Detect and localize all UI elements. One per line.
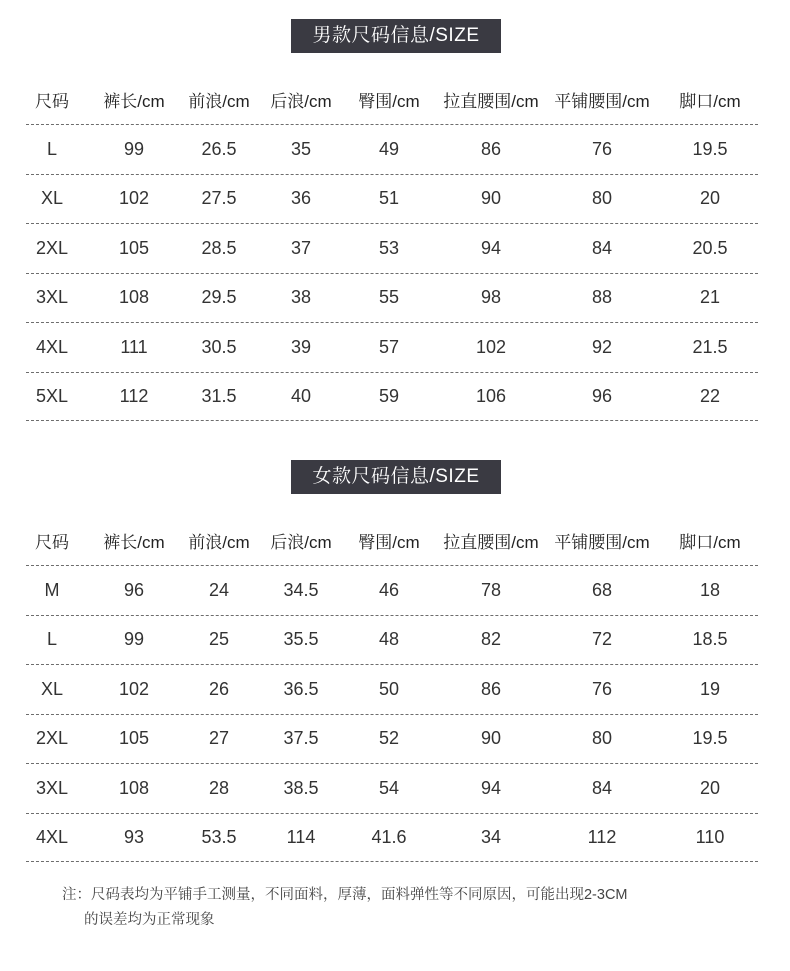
value-cell: 46 bbox=[378, 579, 400, 600]
value-cell: 53 bbox=[378, 237, 400, 258]
size-cell: 2XL bbox=[35, 728, 69, 749]
value-cell: 54 bbox=[378, 777, 400, 798]
value-cell: 72 bbox=[591, 629, 613, 650]
value-cell: 84 bbox=[591, 777, 613, 798]
value-cell: 105 bbox=[118, 237, 150, 258]
header-pants-length: 裤长/cm bbox=[103, 532, 165, 552]
table-row bbox=[26, 813, 758, 863]
table-row bbox=[26, 322, 758, 372]
value-cell: 99 bbox=[123, 629, 145, 650]
value-cell: 98 bbox=[480, 287, 502, 308]
women-size-table bbox=[26, 515, 758, 862]
table-row bbox=[26, 223, 758, 273]
value-cell: 68 bbox=[591, 579, 613, 600]
value-cell: 39 bbox=[290, 336, 312, 357]
value-cell: 19 bbox=[699, 678, 721, 699]
value-cell: 35.5 bbox=[283, 629, 319, 650]
value-cell: 36.5 bbox=[283, 678, 319, 699]
value-cell: 88 bbox=[591, 287, 613, 308]
measurement-note-continued: 的误差均为正常现象 bbox=[84, 912, 215, 928]
value-cell: 20 bbox=[699, 777, 721, 798]
value-cell: 90 bbox=[480, 728, 502, 749]
value-cell: 34 bbox=[480, 826, 502, 847]
value-cell: 36 bbox=[290, 188, 312, 209]
value-cell: 96 bbox=[123, 579, 145, 600]
size-cell: 2XL bbox=[35, 237, 69, 258]
value-cell: 27.5 bbox=[201, 188, 237, 209]
value-cell: 86 bbox=[480, 138, 502, 159]
header-back-rise: 后浪/cm bbox=[270, 532, 332, 552]
header-back-rise: 后浪/cm bbox=[270, 91, 332, 111]
table-row bbox=[26, 763, 758, 813]
value-cell: 108 bbox=[118, 777, 150, 798]
header-size: 尺码 bbox=[35, 91, 69, 111]
value-cell: 49 bbox=[378, 138, 400, 159]
value-cell: 20.5 bbox=[692, 237, 728, 258]
value-cell: 92 bbox=[591, 336, 613, 357]
table-row bbox=[26, 124, 758, 174]
value-cell: 106 bbox=[475, 385, 507, 406]
value-cell: 102 bbox=[475, 336, 507, 357]
value-cell: 37.5 bbox=[283, 728, 319, 749]
header-hip: 臀围/cm bbox=[358, 532, 420, 552]
table-row bbox=[26, 714, 758, 764]
size-cell: L bbox=[46, 138, 57, 159]
value-cell: 93 bbox=[123, 826, 145, 847]
value-cell: 24 bbox=[208, 579, 230, 600]
value-cell: 34.5 bbox=[283, 579, 319, 600]
value-cell: 27 bbox=[208, 728, 230, 749]
value-cell: 31.5 bbox=[201, 385, 237, 406]
value-cell: 20 bbox=[699, 188, 721, 209]
value-cell: 35 bbox=[290, 138, 312, 159]
value-cell: 28.5 bbox=[201, 237, 237, 258]
size-cell: XL bbox=[40, 188, 64, 209]
value-cell: 82 bbox=[480, 629, 502, 650]
value-cell: 19.5 bbox=[692, 138, 728, 159]
value-cell: 78 bbox=[480, 579, 502, 600]
table-row bbox=[26, 664, 758, 714]
value-cell: 94 bbox=[480, 237, 502, 258]
value-cell: 21.5 bbox=[692, 336, 728, 357]
value-cell: 105 bbox=[118, 728, 150, 749]
value-cell: 59 bbox=[378, 385, 400, 406]
value-cell: 25 bbox=[208, 629, 230, 650]
value-cell: 40 bbox=[290, 385, 312, 406]
value-cell: 112 bbox=[119, 385, 149, 406]
header-stretched-waist: 拉直腰围/cm bbox=[443, 91, 539, 111]
value-cell: 53.5 bbox=[201, 826, 237, 847]
size-cell: L bbox=[46, 629, 57, 650]
value-cell: 102 bbox=[118, 188, 150, 209]
header-flat-waist: 平铺腰围/cm bbox=[554, 91, 650, 111]
value-cell: 38.5 bbox=[283, 777, 319, 798]
value-cell: 26 bbox=[208, 678, 230, 699]
value-cell: 29.5 bbox=[201, 287, 237, 308]
table-row bbox=[26, 273, 758, 323]
value-cell: 80 bbox=[591, 188, 613, 209]
value-cell: 110 bbox=[695, 826, 725, 847]
header-leg-opening: 脚口/cm bbox=[679, 91, 741, 111]
value-cell: 94 bbox=[480, 777, 502, 798]
value-cell: 41.6 bbox=[371, 826, 407, 847]
size-cell: 3XL bbox=[35, 287, 69, 308]
women-size-title: 女款尺码信息/SIZE bbox=[291, 460, 501, 494]
value-cell: 51 bbox=[378, 188, 400, 209]
value-cell: 22 bbox=[699, 385, 721, 406]
value-cell: 76 bbox=[591, 678, 613, 699]
value-cell: 114 bbox=[286, 826, 316, 847]
value-cell: 52 bbox=[378, 728, 400, 749]
header-front-rise: 前浪/cm bbox=[188, 532, 250, 552]
value-cell: 55 bbox=[378, 287, 400, 308]
header-pants-length: 裤长/cm bbox=[103, 91, 165, 111]
value-cell: 18.5 bbox=[692, 629, 728, 650]
header-leg-opening: 脚口/cm bbox=[679, 532, 741, 552]
value-cell: 21 bbox=[699, 287, 721, 308]
value-cell: 30.5 bbox=[201, 336, 237, 357]
size-cell: 4XL bbox=[35, 336, 69, 357]
value-cell: 18 bbox=[699, 579, 721, 600]
value-cell: 96 bbox=[591, 385, 613, 406]
header-stretched-waist: 拉直腰围/cm bbox=[443, 532, 539, 552]
value-cell: 99 bbox=[123, 138, 145, 159]
value-cell: 84 bbox=[591, 237, 613, 258]
value-cell: 108 bbox=[118, 287, 150, 308]
header-hip: 臀围/cm bbox=[358, 91, 420, 111]
value-cell: 37 bbox=[290, 237, 312, 258]
value-cell: 112 bbox=[587, 826, 617, 847]
value-cell: 48 bbox=[378, 629, 400, 650]
table-header-row bbox=[26, 74, 758, 124]
measurement-note: 注：尺码表均为平铺手工测量，不同面料，厚薄，面料弹性等不同原因，可能出现2-3CM bbox=[62, 887, 628, 903]
table-row bbox=[26, 615, 758, 665]
value-cell: 76 bbox=[591, 138, 613, 159]
value-cell: 57 bbox=[378, 336, 400, 357]
header-size: 尺码 bbox=[35, 532, 69, 552]
table-row bbox=[26, 372, 758, 422]
value-cell: 26.5 bbox=[201, 138, 237, 159]
header-flat-waist: 平铺腰围/cm bbox=[554, 532, 650, 552]
value-cell: 38 bbox=[290, 287, 312, 308]
size-cell: 4XL bbox=[35, 826, 69, 847]
value-cell: 111 bbox=[120, 336, 148, 357]
men-size-title: 男款尺码信息/SIZE bbox=[291, 19, 501, 53]
value-cell: 28 bbox=[208, 777, 230, 798]
table-row bbox=[26, 565, 758, 615]
size-cell: 3XL bbox=[35, 777, 69, 798]
men-size-table bbox=[26, 74, 758, 421]
value-cell: 50 bbox=[378, 678, 400, 699]
size-cell: M bbox=[44, 579, 60, 600]
value-cell: 90 bbox=[480, 188, 502, 209]
table-row bbox=[26, 174, 758, 224]
header-front-rise: 前浪/cm bbox=[188, 91, 250, 111]
size-cell: XL bbox=[40, 678, 64, 699]
value-cell: 19.5 bbox=[692, 728, 728, 749]
size-cell: 5XL bbox=[35, 385, 69, 406]
value-cell: 102 bbox=[118, 678, 150, 699]
value-cell: 80 bbox=[591, 728, 613, 749]
value-cell: 86 bbox=[480, 678, 502, 699]
table-header-row bbox=[26, 515, 758, 565]
